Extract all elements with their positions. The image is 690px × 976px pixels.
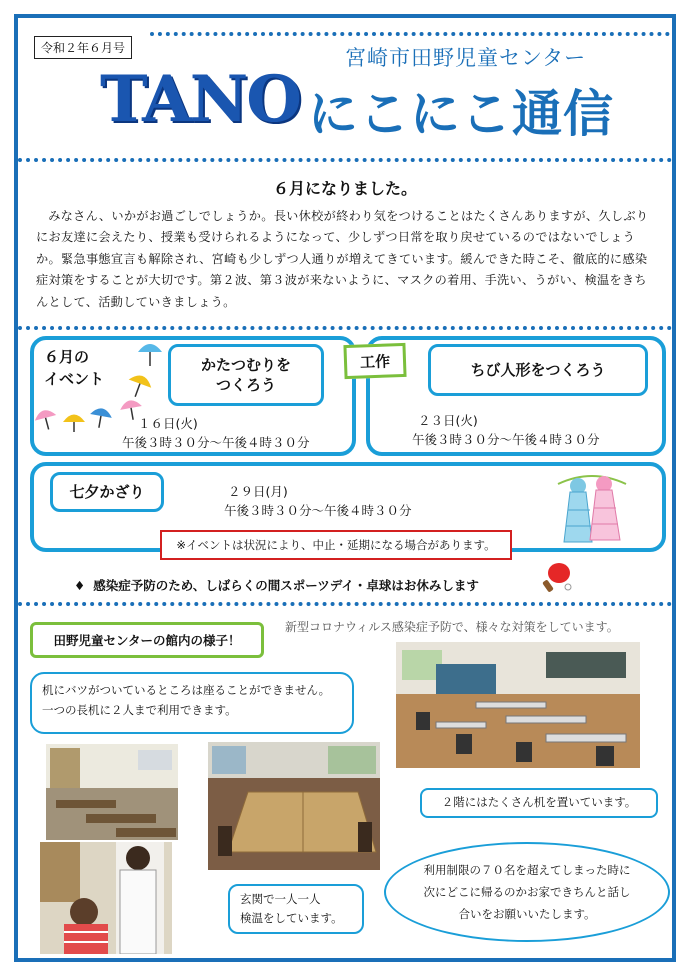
divider [18,602,672,606]
tanabata-streamer-icon [552,470,632,548]
photo-low-tables-room [46,744,178,840]
event-name-2: ちび人形をつくろう [428,344,648,396]
photo-second-floor-room [396,642,640,768]
header-dotted-line [150,32,670,36]
event-name-3: 七夕かざり [50,472,164,512]
facility-section-note: 新型コロナウィルス感染症予防で、様々な対策をしています。 [285,620,619,634]
divider [18,158,672,162]
event-time-2: 午後３時３０分～午後４時３０分 [412,432,600,447]
bubble-entrance: 玄関で一人一人 検温をしています。 [228,884,364,934]
closure-notice: ♦ 感染症予防のため、しばらくの間スポーツデイ・卓球はお休みします [74,578,479,593]
event-date-1: １６日(火) [138,416,198,431]
bubble-desks: 机にバツがついているところは座ることができません。 一つの長机に２人まで利用できます。 [30,672,354,734]
bubble-second-floor: ２階にはたくさん机を置いています。 [420,788,658,818]
event-date-2: ２３日(火) [418,413,478,428]
intro-body: みなさん、いかがお過ごしでしょうか。長い休校が終わり気をつけることはたくさんありますが、久しぶりにお友達に会えたり、授業も受けられるようになって、少しずつ日常を取り戻せているのではないでしょうか。緊急事態宣言も解除され、宮崎も少しずつ人通りが増えてきています。緩んできた時こそ、徹底的に感染症対策をすることが大切です。第２波、第３波が来ないように、マスクの着用、手洗い、うがい、検温をきちんとして、活動していきましょう。 [36,209,649,309]
event-time-1: 午後３時３０分～午後４時３０分 [122,435,310,450]
photo-long-tables-room [208,742,380,870]
title-latin: TANO [100,62,301,137]
event-time-3: 午後３時３０分～午後４時３０分 [224,503,412,518]
photo-entrance-temperature-check [40,842,172,954]
events-label: ６月の イベント [44,348,105,388]
intro-heading: ６月になりました。 [272,179,417,198]
event-date-3: ２９日(月) [228,484,288,499]
event-name-1: かたつむりを つくろう [168,344,324,406]
ping-pong-paddle-icon [540,560,574,594]
title-japanese: にこにこ通信 [308,85,614,143]
organization-name: 宮崎市田野児童センター [345,46,587,70]
bubble-capacity: 利用制限の７０名を超えてしまった時に 次にどこに帰るのかお家できちんと話し 合いをお願いいたします。 [384,842,670,942]
issue-date: 令和２年６月号 [34,36,132,59]
craft-tag: 工作 [343,343,406,379]
event-notice: ※イベントは状況により、中止・延期になる場合があります。 [160,530,512,560]
facility-section-title: 田野児童センターの館内の様子！ [30,622,264,658]
divider [18,326,672,330]
